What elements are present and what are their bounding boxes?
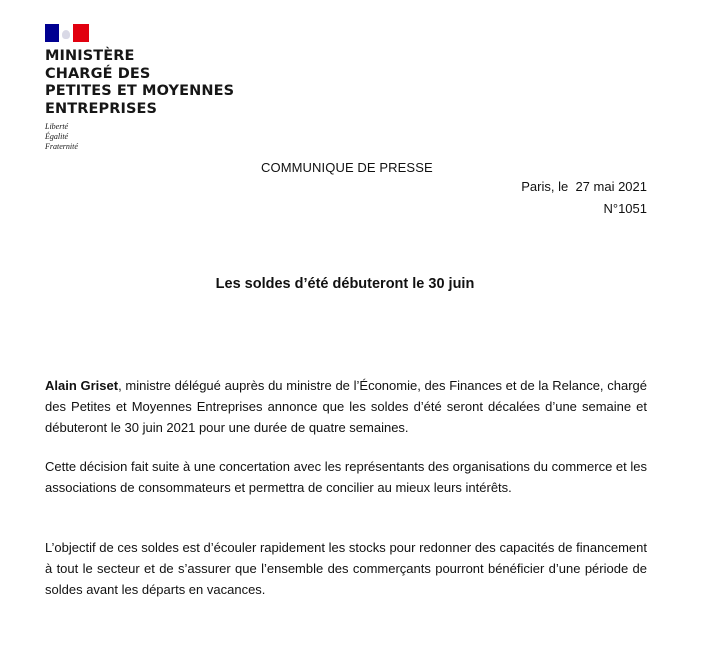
republic-motto (45, 122, 285, 152)
paragraph-consultation: Cette décision fait suite à une concertation avec les représentants des organisations du commerce et les associations de consommateurs et permettra de concilier au mieux leurs intérêts. (45, 459, 647, 495)
ministry-name-line: CHARGÉ DES (45, 65, 151, 82)
minister-name: Alain Griset (45, 378, 119, 393)
place-and-date: Paris, le 27 mai 2021 (521, 179, 647, 194)
ministry-name-line: ENTREPRISES (45, 100, 158, 117)
ministry-logo-block (45, 24, 285, 152)
motto-line: Fraternité (45, 142, 78, 151)
paragraph-text: , ministre délégué auprès du ministre de l’Économie, des Finances et de la Relance, chargé des Petites et Moyennes Entreprises annonce que les soldes d’été seront décalées d’une semaine et débuteront le 30 juin 2021 pour une durée de quatre semaines. (45, 378, 648, 435)
ministry-name-line: MINISTÈRE (45, 48, 135, 64)
motto-line: Liberté (45, 122, 69, 131)
ministry-name (45, 48, 285, 118)
paragraph-announcement (45, 375, 647, 438)
motto-line: Égalité (45, 132, 69, 141)
french-flag-icon (45, 24, 89, 42)
paragraph-objective: L’objectif de ces soldes est d’écouler rapidement les stocks pour redonner des capacités de financement à tout le secteur et de s’assurer que l’ensemble des commerçants pourront bénéficier d’une période de soldes avant les départs en vacances. (45, 540, 647, 597)
release-number: N°1051 (603, 201, 647, 216)
press-release-label: COMMUNIQUE DE PRESSE (261, 160, 433, 175)
press-release-title: Les soldes d’été débuteront le 30 juin (215, 276, 475, 292)
ministry-name-line: PETITES ET MOYENNES (45, 83, 235, 99)
